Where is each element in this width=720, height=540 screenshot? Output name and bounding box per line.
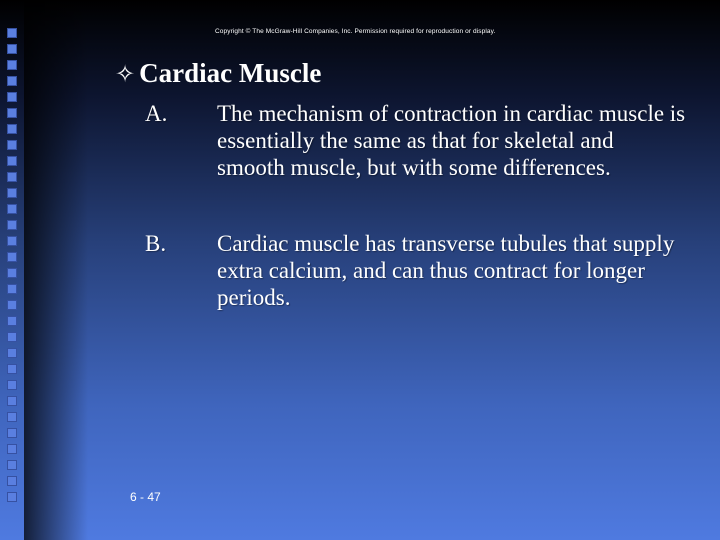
decor-square (7, 444, 17, 454)
decor-square (7, 332, 17, 342)
four-point-star-icon: ✧ (115, 59, 136, 88)
decor-square (7, 460, 17, 470)
decor-square (7, 188, 17, 198)
decor-square (7, 300, 17, 310)
decor-square (7, 252, 17, 262)
decor-square (7, 156, 17, 166)
decor-square (7, 236, 17, 246)
decor-square (7, 380, 17, 390)
decor-square (7, 140, 17, 150)
decor-square (7, 220, 17, 230)
decor-square (7, 44, 17, 54)
left-decorative-strip (0, 0, 24, 540)
decor-square (7, 204, 17, 214)
decor-square (7, 348, 17, 358)
decor-square (7, 428, 17, 438)
decor-square (7, 492, 17, 502)
decor-square (7, 396, 17, 406)
decor-square (7, 476, 17, 486)
slide-title (115, 58, 321, 89)
decor-square (7, 268, 17, 278)
list-item-text: Cardiac muscle has transverse tubules that supply extra calcium, and can thus contract for longer periods. (217, 231, 675, 310)
decor-square (7, 92, 17, 102)
decor-square (7, 124, 17, 134)
list-marker: B. (145, 231, 167, 256)
decor-square (7, 108, 17, 118)
decor-square (7, 76, 17, 86)
copyright-notice: Copyright © The McGraw-Hill Companies, Inc. Permission required for reproduction or display. (215, 28, 496, 35)
list-item-text: The mechanism of contraction in cardiac muscle is essentially the same as that for skeletal and smooth muscle, but with some differences. (217, 101, 686, 180)
decor-square (7, 28, 17, 38)
decor-square (7, 60, 17, 70)
list-marker: A. (145, 101, 168, 126)
slide-number: 6 - 47 (130, 490, 161, 504)
decor-square (7, 316, 17, 326)
slide-title-text: Cardiac Muscle (139, 58, 322, 88)
decor-square (7, 364, 17, 374)
decor-square (7, 284, 17, 294)
decor-square (7, 172, 17, 182)
decor-square (7, 412, 17, 422)
edge-shadow (24, 0, 88, 540)
